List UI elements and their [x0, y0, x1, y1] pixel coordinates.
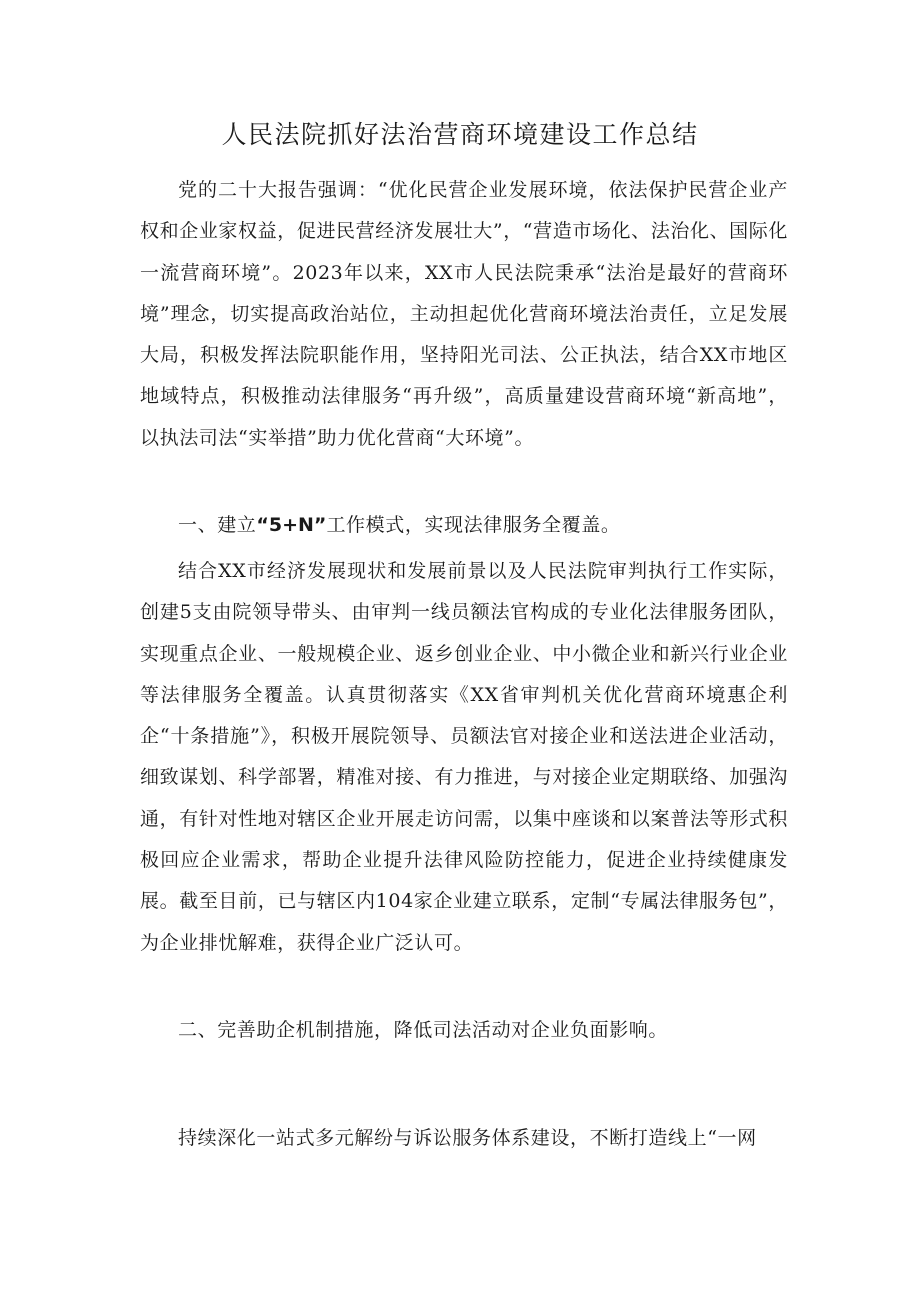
intro-paragraph: 党的二十大报告强调：“优化民营企业发展环境，依法保护民营企业产权和企业家权益，促进民营经济发展壮大”，“营造市场化、法治化、国际化一流营商环境”。2023年以来，XX市人民法院秉承“法治是最好的营商环境”理念，切实提高政治站位，主动担起优化营商环境法治责任，立足发展大局，积极发挥法院职能作用，坚持阳光司法、公正执法，结合XX市地区地域特点，积极推动法律服务“再升级”，高质量建设营商环境“新高地”，以执法司法“实举措”助力优化营商“大环境”。 [140, 179, 788, 449]
section-1-heading [140, 505, 788, 546]
document-title: 人民法院抓好法治营商环境建设工作总结 [221, 120, 699, 149]
section-1-heading-model: “5+N” [256, 514, 327, 536]
section-2-body: 持续深化一站式多元解纷与诉讼服务体系建设，不断打造线上“一网 [178, 1127, 757, 1149]
section-1-body: 结合XX市经济发展现状和发展前景以及人民法院审判执行工作实际，创建5支由院领导带头、由审判一线员额法官构成的专业化法律服务团队，实现重点企业、一般规模企业、返乡创业企业、中小微企业和新兴行业企业等法律服务全覆盖。认真贯彻落实《XX省审判机关优化营商环境惠企利企“十条措施”》，积极开展院领导、员额法官对接企业和送法进企业活动，细致谋划、科学部署，精准对接、有力推进，与对接企业定期联络、加强沟通，有针对性地对辖区企业开展走访问需，以集中座谈和以案普法等形式积极回应企业需求，帮助企业提升法律风险防控能力，促进企业持续健康发展。截至目前，已与辖区内104家企业建立联系，定制“专属法律服务包”，为企业排忧解难，获得企业广泛认可。 [140, 560, 788, 954]
section-1-heading-prefix: 一、建立 [178, 514, 257, 536]
section-2-heading: 二、完善助企机制措施，降低司法活动对企业负面影响。 [178, 1019, 669, 1041]
section-1-heading-suffix: 工作模式，实现法律服务全覆盖。 [326, 514, 621, 536]
